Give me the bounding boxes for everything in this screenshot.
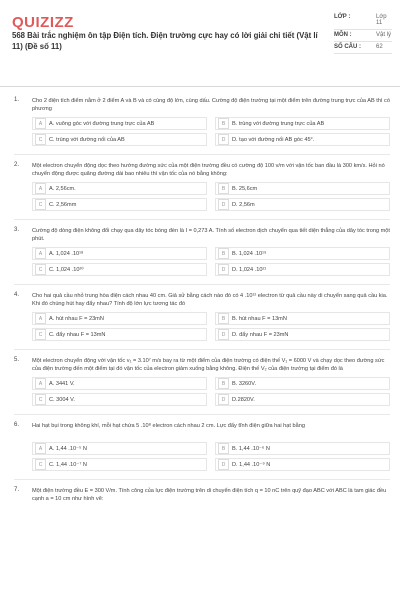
- option-text: A. 1,024 .10¹⁸: [49, 250, 84, 257]
- option-text: B. 25,6cm: [232, 185, 258, 192]
- answer-option[interactable]: [32, 198, 207, 211]
- option-text: B. 3260V.: [232, 380, 257, 387]
- meta-row-grade: [334, 12, 392, 30]
- page-header: [0, 0, 400, 87]
- option-text: A. 1,44 .10⁻⁵ N: [49, 445, 87, 452]
- option-letter-box: A: [35, 378, 46, 389]
- question-number: 5.: [14, 357, 20, 363]
- option-text: A. 2,56cm.: [49, 185, 76, 192]
- option-letter-box: C: [35, 329, 46, 340]
- answer-options: [32, 312, 390, 341]
- option-letter-box: A: [35, 443, 46, 454]
- meta-row-subject: [334, 30, 392, 42]
- option-letter-box: C: [35, 134, 46, 145]
- option-letter-box: B: [218, 248, 229, 259]
- option-letter-box: C: [35, 199, 46, 210]
- question-text: Một electron chuyển động dọc theo hướng đường sức của một điện trường đều có cường độ 100 v/m với vận tốc ban đầu là 300 km/s. Hỏi nó chuyển động được quãng đường dài bao nhiêu thì vận tốc của nó bằng không:: [32, 163, 385, 177]
- option-letter-box: A: [35, 118, 46, 129]
- meta-key: SỐ CÂU :: [334, 44, 361, 50]
- answer-option[interactable]: [32, 263, 207, 276]
- option-text: D. đẩy nhau F = 23mN: [232, 331, 289, 338]
- answer-options: [32, 117, 390, 146]
- meta-value: Vật lý: [376, 32, 392, 38]
- answer-option[interactable]: [215, 182, 390, 195]
- option-letter-box: A: [35, 183, 46, 194]
- question-number: 4.: [14, 292, 20, 298]
- option-letter-box: D: [218, 199, 229, 210]
- option-text: D. tạo với đường nối AB góc 45°.: [232, 136, 315, 143]
- option-text: B. 1,44 .10⁻⁶ N: [232, 445, 270, 452]
- answer-option[interactable]: [32, 133, 207, 146]
- option-text: B. 1,024 .10¹⁹: [232, 250, 267, 257]
- option-letter-box: C: [35, 264, 46, 275]
- option-text: A. 3441 V.: [49, 380, 75, 387]
- question-text: Cường độ dòng điện không đổi chạy qua dây tóc bóng đèn là I = 0,273 A. Tính số electron dịch chuyển qua tiết diện thẳng của dây tóc trong một phút.: [32, 228, 390, 242]
- answer-option[interactable]: [32, 458, 207, 471]
- option-letter-box: B: [218, 378, 229, 389]
- answer-option[interactable]: [32, 312, 207, 325]
- option-letter-box: D: [218, 394, 229, 405]
- question-item: [14, 480, 390, 503]
- answer-option[interactable]: [215, 328, 390, 341]
- option-letter-box: D: [218, 264, 229, 275]
- answer-option[interactable]: [215, 377, 390, 390]
- question-list: [0, 90, 400, 503]
- option-letter-box: B: [218, 443, 229, 454]
- answer-options: [32, 377, 390, 406]
- question-item: [14, 220, 390, 276]
- answer-options: [32, 442, 390, 471]
- option-letter-box: D: [218, 329, 229, 340]
- answer-option[interactable]: [32, 182, 207, 195]
- answer-option[interactable]: [32, 247, 207, 260]
- page-title: 568 Bài trắc nghiệm ôn tập Điện tích. Điện trường cực hay có lời giải chi tiết (Vật lí 11) (Đề số 11): [12, 31, 318, 51]
- answer-option[interactable]: [215, 393, 390, 406]
- option-letter-box: C: [35, 459, 46, 470]
- option-text: B. trùng với đường trung trực của AB: [232, 120, 325, 127]
- option-letter-box: C: [35, 394, 46, 405]
- option-letter-box: B: [218, 183, 229, 194]
- answer-option[interactable]: [32, 117, 207, 130]
- option-letter-box: D: [218, 459, 229, 470]
- answer-options: [32, 247, 390, 276]
- meta-value: 62: [376, 44, 383, 50]
- answer-option[interactable]: [215, 247, 390, 260]
- meta-value: Lớp 11: [376, 14, 387, 26]
- option-letter-box: A: [35, 248, 46, 259]
- question-item: [14, 285, 390, 341]
- answer-option[interactable]: [215, 117, 390, 130]
- question-item: [14, 350, 390, 406]
- question-item: [14, 90, 390, 146]
- question-number: 7.: [14, 487, 20, 493]
- answer-options: [32, 182, 390, 211]
- meta-row-count: [334, 42, 392, 54]
- answer-option[interactable]: [32, 377, 207, 390]
- option-letter-box: B: [218, 313, 229, 324]
- option-text: A. vuông góc với đường trung trực của AB: [49, 120, 155, 127]
- option-letter-box: D: [218, 134, 229, 145]
- option-text: B. hút nhau F = 13mN: [232, 315, 287, 322]
- question-number: 2.: [14, 162, 20, 168]
- question-number: 6.: [14, 422, 20, 428]
- question-text: Cho 2 điện tích điểm nằm ở 2 điểm A và B và có cùng độ lớn, cùng dấu. Cường độ điện trường tại một điểm trên đường trung trực của AB thì có phương: [32, 98, 390, 112]
- answer-option[interactable]: [215, 133, 390, 146]
- option-text: D.2820V.: [232, 396, 255, 403]
- option-letter-box: B: [218, 118, 229, 129]
- question-text: Cho hai quả cầu nhỏ trung hòa điện cách nhau 40 cm. Giả sử bằng cách nào đó có 4 .10¹² electron từ quả cầu này di chuyển sang quả cầu kia. Khi đó chúng hút hay đẩy nhau? Tính độ lớn lực tương tác đó: [32, 293, 388, 307]
- option-text: C. trùng với đường nối của AB: [49, 136, 125, 143]
- option-text: C. 1,44 .10⁻⁷ N: [49, 461, 87, 468]
- answer-option[interactable]: [215, 442, 390, 455]
- option-text: D. 1,44 .10⁻⁹ N: [232, 461, 271, 468]
- question-number: 3.: [14, 227, 20, 233]
- option-text: C. 1,024 .10²⁰: [49, 266, 84, 273]
- question-text: Hai hạt bụi trong không khí, mỗi hạt chứa 5 .10⁸ electron cách nhau 2 cm. Lực đẩy tĩnh điện giữa hai hạt bằng: [32, 423, 305, 429]
- question-text: Một điện trường đều E = 300 V/m. Tính công của lực điện trường trên di chuyển điện tích q = 10 nC trên quỹ đạo ABC với ABC là tam giác đều cạnh a = 10 cm như hình vẽ:: [32, 488, 387, 502]
- meta-key: LỚP :: [334, 14, 351, 20]
- question-item: [14, 415, 390, 471]
- meta-key: MÔN :: [334, 32, 352, 38]
- option-text: D. 1,024 .10²¹: [232, 266, 267, 273]
- option-text: D. 2,56m: [232, 201, 255, 208]
- quizizz-logo: QUIZIZZ: [12, 14, 74, 31]
- option-text: A. hút nhau F = 23mN: [49, 315, 104, 322]
- answer-option[interactable]: [32, 328, 207, 341]
- question-number: 1.: [14, 97, 20, 103]
- answer-option[interactable]: [215, 198, 390, 211]
- answer-option[interactable]: [215, 263, 390, 276]
- option-text: C. 2,56mm: [49, 201, 77, 208]
- option-letter-box: A: [35, 313, 46, 324]
- answer-option[interactable]: [215, 458, 390, 471]
- option-text: C. 3004 V.: [49, 396, 75, 403]
- answer-option[interactable]: [215, 312, 390, 325]
- meta-panel: [334, 12, 392, 54]
- option-text: C. đẩy nhau F = 13mN: [49, 331, 106, 338]
- question-text: Một electron chuyển động với vận tốc v₁ = 3.10⁷ m/s bay ra từ một điểm của điện trường có điện thế V₁ = 6000 V và chạy dọc theo đường sức của điện trường đến một điểm tại đó vận tốc của electron giảm xuống bằng không. Điện thế V₂ của điện trường tại điểm đó là: [32, 358, 385, 372]
- answer-option[interactable]: [32, 393, 207, 406]
- answer-option[interactable]: [32, 442, 207, 455]
- question-item: [14, 155, 390, 211]
